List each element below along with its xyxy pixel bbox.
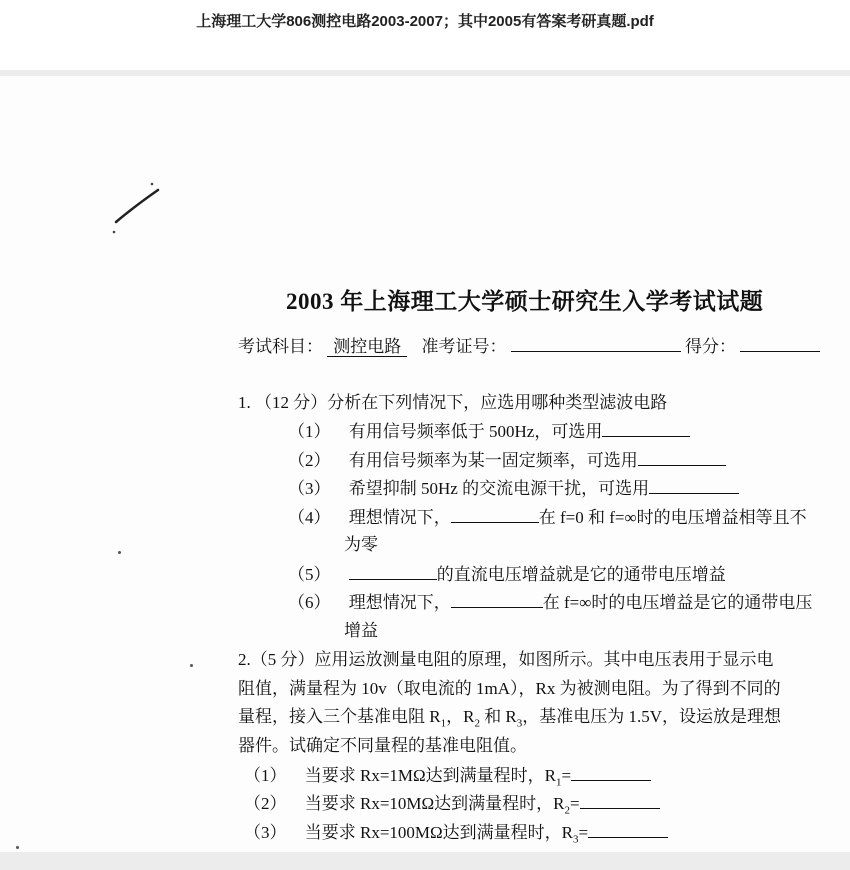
answer-blank bbox=[451, 506, 539, 523]
q1-item-6-cont: 增益 bbox=[344, 621, 378, 640]
item-text: 当要求 Rx=100MΩ达到满量程时，R bbox=[304, 823, 574, 842]
exam-id-blank bbox=[511, 335, 681, 352]
answer-blank bbox=[638, 449, 726, 466]
pdf-page bbox=[0, 76, 850, 852]
score-label: 得分： bbox=[685, 337, 736, 356]
item-number: （2） bbox=[288, 451, 331, 470]
q1-item-1 bbox=[288, 420, 690, 443]
scan-speck bbox=[16, 846, 19, 849]
scan-speck bbox=[190, 664, 193, 667]
item-text-after: 在 f=∞时的电压增益是它的通带电压 bbox=[542, 593, 813, 612]
item-text-after: 的直流电压增益就是它的通带电压增益 bbox=[436, 565, 726, 584]
q1-heading: 1. （12 分）分析在下列情况下，应选用哪种类型滤波电路 bbox=[238, 393, 668, 412]
q2-text: ，R bbox=[446, 707, 475, 726]
equals: = bbox=[578, 823, 589, 842]
item-text: 理想情况下， bbox=[348, 593, 451, 612]
answer-blank bbox=[588, 821, 668, 838]
answer-blank bbox=[649, 477, 739, 494]
q1-item-4-cont: 为零 bbox=[344, 535, 378, 554]
subscript: 3 bbox=[573, 833, 579, 846]
q1-item-5 bbox=[288, 563, 726, 586]
item-text: 理想情况下， bbox=[348, 508, 451, 527]
subscript: 3 bbox=[516, 717, 523, 730]
q2-item-1 bbox=[244, 764, 651, 793]
subscript: 1 bbox=[556, 776, 562, 789]
q1-item-6 bbox=[288, 591, 812, 614]
answer-blank bbox=[602, 420, 690, 437]
exam-id-label: 准考证号： bbox=[421, 337, 507, 356]
item-number: （3） bbox=[288, 479, 331, 498]
q2-item-2 bbox=[244, 792, 660, 821]
item-text: 有用信号频率低于 500Hz，可选用 bbox=[348, 422, 603, 441]
q1-item-3 bbox=[288, 477, 739, 500]
q2-text: 量程，接入三个基准电阻 R bbox=[238, 707, 441, 726]
equals: = bbox=[561, 766, 572, 785]
item-text-after: 在 f=0 和 f=∞时的电压增益相等且不 bbox=[538, 508, 807, 527]
q2-text: ，基准电压为 1.5V，设运放是理想 bbox=[522, 707, 782, 726]
subscript: 2 bbox=[474, 717, 480, 730]
subscript: 2 bbox=[564, 804, 571, 817]
q1-item-4 bbox=[288, 506, 807, 529]
item-number: （4） bbox=[288, 508, 331, 527]
equals: = bbox=[570, 794, 580, 813]
score-blank bbox=[740, 335, 820, 352]
item-number: （5） bbox=[288, 565, 331, 584]
q2-text: 和 R bbox=[479, 707, 517, 726]
item-number: （2） bbox=[244, 794, 287, 813]
subject-label: 考试科目： bbox=[238, 337, 323, 356]
item-text: 希望抑制 50Hz 的交流电源干扰，可选用 bbox=[348, 479, 650, 498]
pdf-viewport[interactable] bbox=[0, 76, 850, 852]
q2-line-1: 2.（5 分）应用运放测量电阻的原理，如图所示。其中电压表用于显示电 bbox=[238, 650, 774, 669]
subject-value: 测控电路 bbox=[327, 337, 407, 357]
q2-line-3 bbox=[238, 706, 781, 734]
item-number: （6） bbox=[288, 593, 331, 612]
answer-blank bbox=[349, 563, 437, 580]
scan-speck bbox=[118, 551, 121, 554]
exam-header-row bbox=[238, 335, 820, 358]
bottom-bar bbox=[0, 852, 850, 870]
exam-title: 2003 年上海理工大学硕士研究生入学考试试题 bbox=[286, 289, 764, 314]
document-title: 上海理工大学806测控电路2003-2007；其中2005有答案考研真题.pdf bbox=[196, 13, 654, 30]
answer-blank bbox=[580, 792, 660, 809]
item-text: 当要求 Rx=1MΩ达到满量程时，R bbox=[304, 766, 557, 785]
answer-blank bbox=[571, 764, 651, 781]
q1-item-2 bbox=[288, 449, 726, 472]
subscript: 1 bbox=[440, 717, 447, 730]
title-bar bbox=[0, 0, 850, 70]
q2-line-2: 阻值，满量程为 10v（取电流的 1mA），Rx 为被测电阻。为了得到不同的 bbox=[238, 679, 781, 698]
q2-item-3 bbox=[244, 821, 668, 850]
item-number: （1） bbox=[244, 766, 287, 785]
item-number: （1） bbox=[288, 422, 331, 441]
answer-blank bbox=[451, 591, 543, 608]
pen-stroke-mark bbox=[110, 176, 170, 236]
item-text: 当要求 Rx=10MΩ达到满量程时，R bbox=[304, 794, 565, 813]
item-text: 有用信号频率为某一固定频率，可选用 bbox=[348, 451, 638, 470]
q2-line-4: 器件。试确定不同量程的基准电阻值。 bbox=[238, 736, 527, 755]
item-number: （3） bbox=[244, 823, 287, 842]
